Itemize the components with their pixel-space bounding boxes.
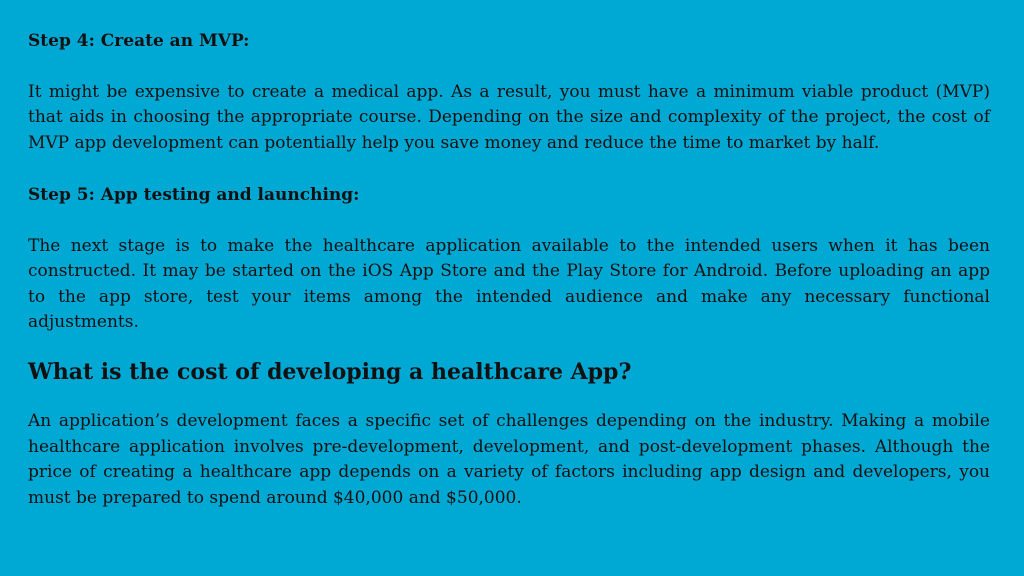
step-4-paragraph: It might be expensive to create a medical app. As a result, you must have a minimum viable product (MVP) that aids in choosing the appropriate course. Depending on the size and complexity of the project, the cost of MVP app development can potentially help you save money and reduce the time to market by half.: [28, 81, 990, 153]
cost-heading: What is the cost of developing a healthcare App?: [28, 358, 632, 385]
spacer: [28, 387, 990, 409]
spacer: [28, 336, 990, 357]
step-5-paragraph: The next stage is to make the healthcare application available to the intended users when it has been constructed. It may be started on the iOS App Store and the Play Store for Android. Before uploading an app to the app store, test your items among the intended audience and make any necessary functional adjustments.: [28, 235, 990, 333]
step-5-heading: Step 5: App testing and launching:: [28, 184, 360, 205]
spacer: [28, 208, 990, 234]
spacer: [28, 156, 990, 182]
spacer: [28, 54, 990, 80]
cost-paragraph: An application’s development faces a specific set of challenges depending on the industry. Making a mobile healthcare application involves pre-development, development, and post-development phases. Although the price of creating a healthcare app depends on a variety of factors including app design and developers, you must be prepared to spend around $40,000 and $50,000.: [28, 410, 990, 508]
step-4-heading: Step 4: Create an MVP:: [28, 31, 250, 51]
